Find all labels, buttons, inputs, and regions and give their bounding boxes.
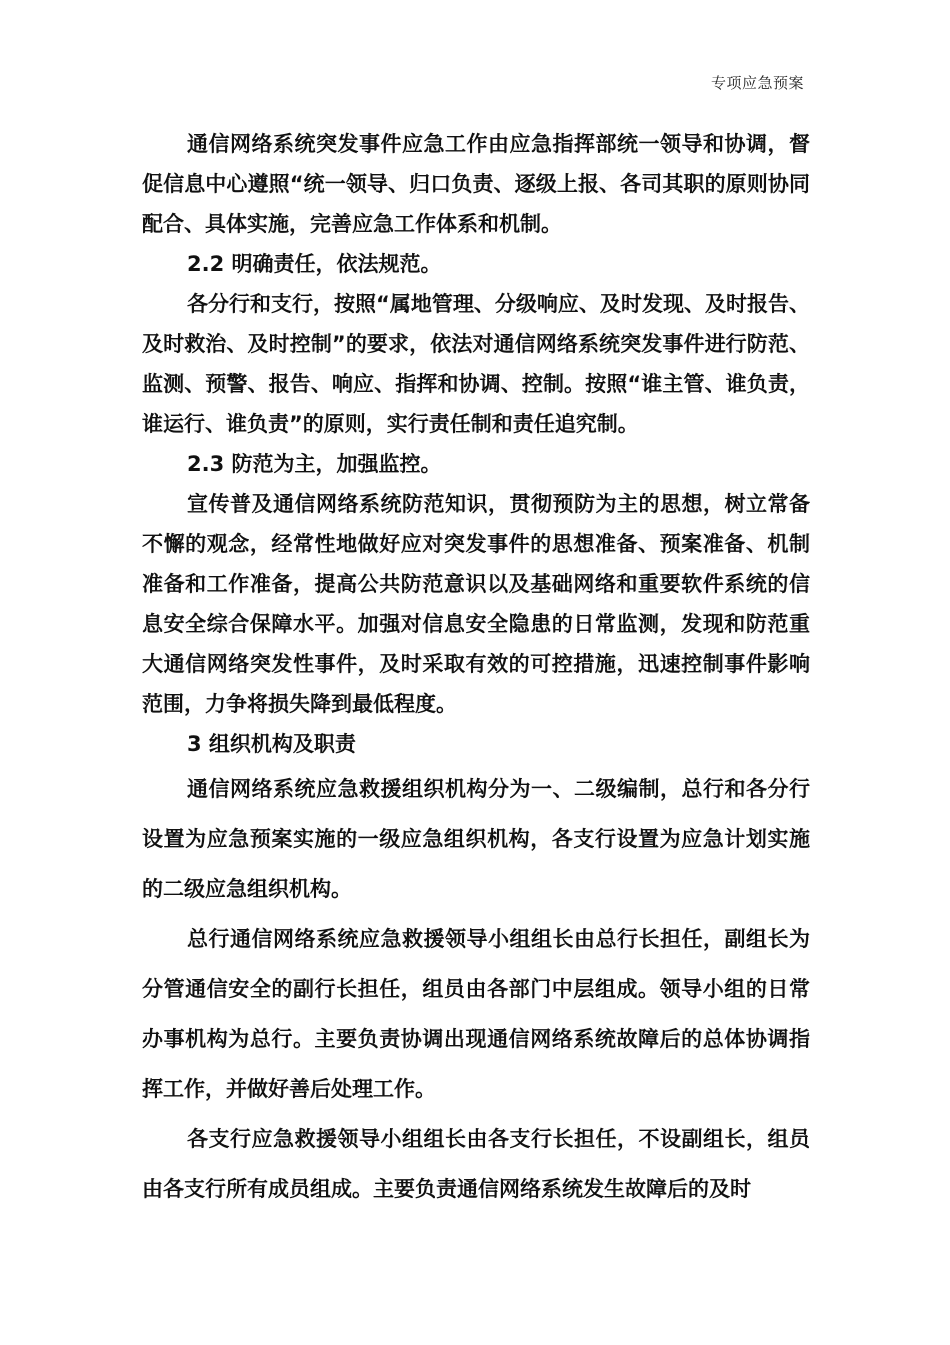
document-body [142, 124, 810, 1214]
paragraph-3-branch-group: 各支行应急救援领导小组组长由各支行长担任，不设副组长，组员由各支行所有成员组成。主要负责通信网络系统发生故障后的及时 [142, 1127, 810, 1201]
section-heading-2-2: 2.2 明确责任，依法规范。 [187, 252, 442, 276]
section-heading-2-3: 2.3 防范为主，加强监控。 [187, 452, 442, 476]
paragraph-3-head-office-group: 总行通信网络系统应急救援领导小组组长由总行长担任，副组长为分管通信安全的副行长担任，组员由各部门中层组成。领导小组的日常办事机构为总行。主要负责协调出现通信网络系统故障后的总体协调指挥工作，并做好善后处理工作。 [142, 927, 810, 1101]
running-header: 专项应急预案 [710, 74, 804, 92]
paragraph-2-2: 各分行和支行，按照“属地管理、分级响应、及时发现、及时报告、及时救治、及时控制”的要求，依法对通信网络系统突发事件进行防范、监测、预警、报告、响应、指挥和协调、控制。按照“谁主管、谁负责，谁运行、谁负责”的原则，实行责任制和责任追究制。 [142, 292, 810, 436]
paragraph-2-3: 宣传普及通信网络系统防范知识，贯彻预防为主的思想，树立常备不懈的观念，经常性地做好应对突发事件的思想准备、预案准备、机制准备和工作准备，提高公共防范意识以及基础网络和重要软件系统的信息安全综合保障水平。加强对信息安全隐患的日常监测，发现和防范重大通信网络突发性事件，及时采取有效的可控措施，迅速控制事件影响范围，力争将损失降到最低程度。 [142, 492, 810, 716]
section-heading-3: 3 组织机构及职责 [187, 732, 356, 756]
paragraph-intro: 通信网络系统突发事件应急工作由应急指挥部统一领导和协调，督促信息中心遵照“统一领导、归口负责、逐级上报、各司其职的原则协同配合、具体实施，完善应急工作体系和机制。 [142, 132, 810, 236]
paragraph-3-structure: 通信网络系统应急救援组织机构分为一、二级编制，总行和各分行设置为应急预案实施的一级应急组织机构，各支行设置为应急计划实施的二级应急组织机构。 [142, 777, 810, 901]
